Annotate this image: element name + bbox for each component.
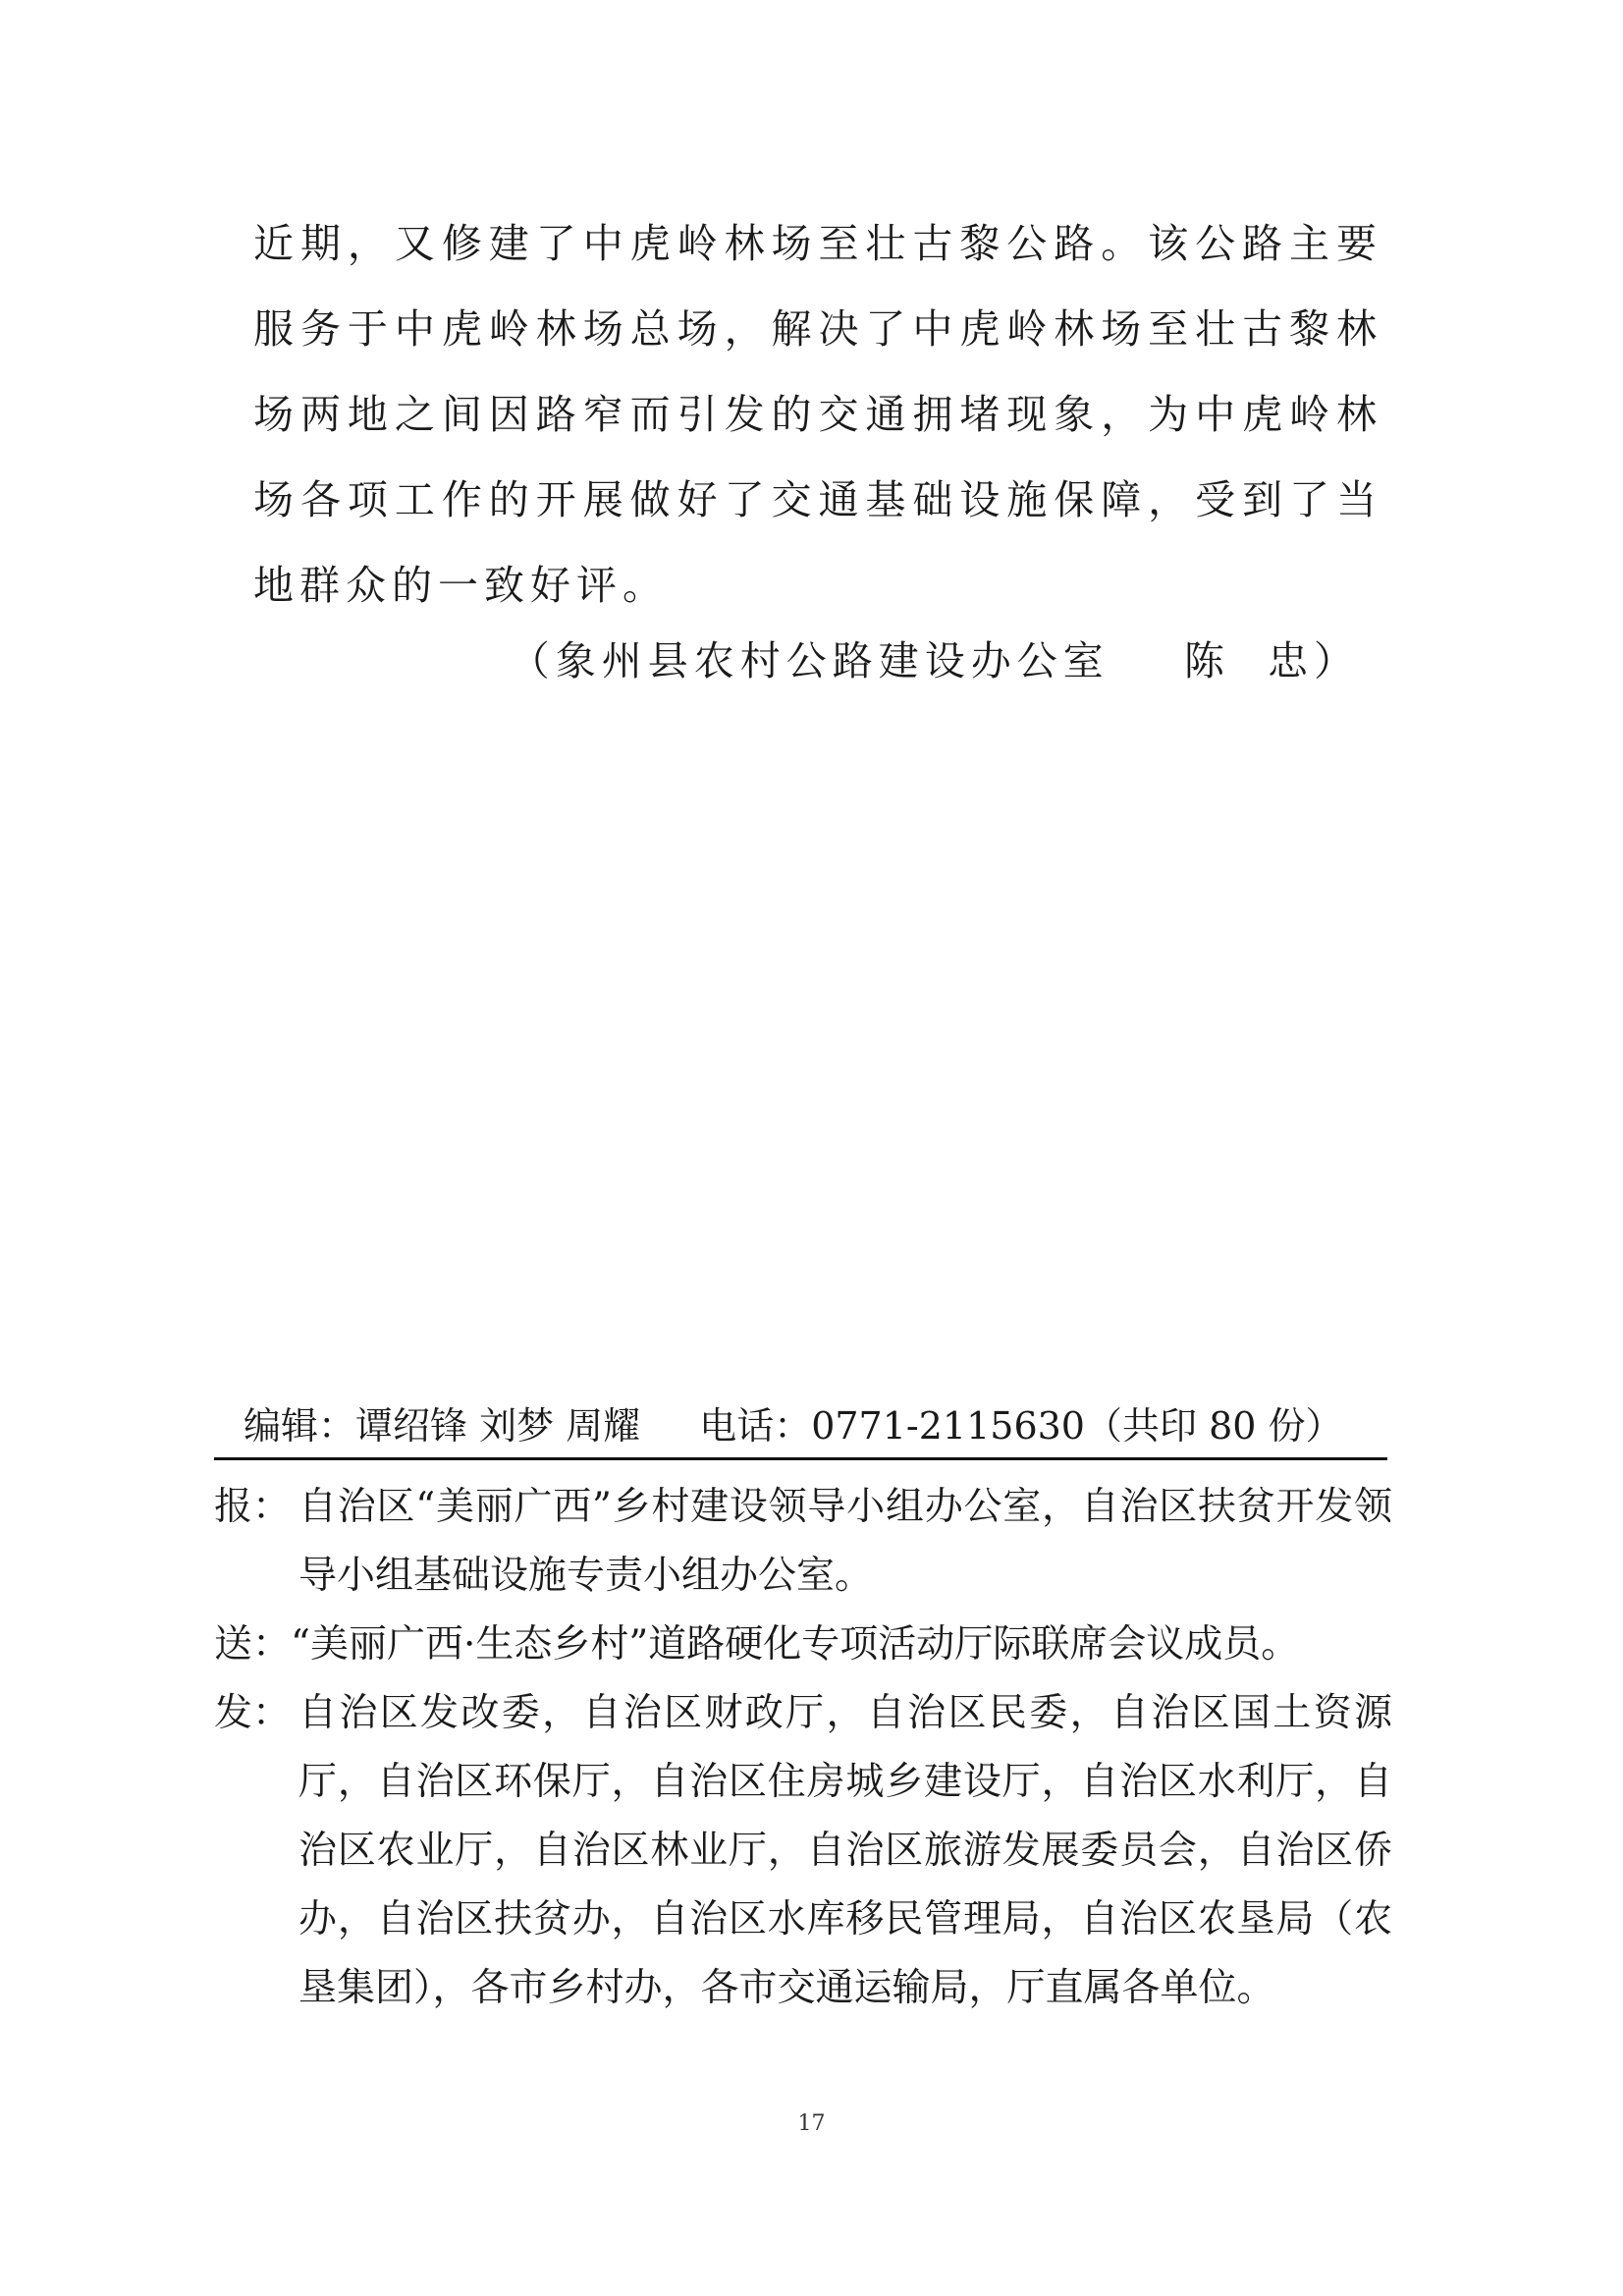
- report-to-label: 报：: [214, 1485, 292, 1529]
- send-to-label: 送：: [214, 1622, 292, 1667]
- editor-info-line: [214, 1394, 1387, 1460]
- editor-label: 编辑：: [243, 1404, 356, 1448]
- issue-to-label: 发：: [214, 1691, 292, 1735]
- article-byline: （象州县农村公路建设办公室 陈 忠）: [509, 637, 1360, 684]
- print-copies: （共印 80 份）: [1084, 1404, 1343, 1448]
- send-to-row: [214, 1611, 1392, 1679]
- report-to-row: [214, 1473, 1392, 1611]
- distribution-list: [214, 1473, 1392, 2023]
- report-to-recipients: 自治区“美丽广西”乡村建设领导小组办公室，自治区扶贫开发领导小组基础设施专责小组办公室。: [298, 1485, 1392, 1598]
- issue-to-row: [214, 1679, 1392, 2023]
- editor-phone: 电话：0771-2115630: [699, 1404, 1085, 1448]
- editor-names: 谭绍锋 刘梦 周耀: [355, 1404, 641, 1448]
- article-body: 近期，又修建了中虎岭林场至壮古黎公路。该公路主要服务于中虎岭林场总场，解决了中虎岭林场至壮古黎林场两地之间因路窄而引发的交通拥堵现象，为中虎岭林场各项工作的开展做好了交通基础设施保障，受到了当地群众的一致好评。: [253, 220, 1382, 609]
- send-to-recipients: “美丽广西·生态乡村”道路硬化专项活动厅际联席会议成员。: [291, 1622, 1300, 1667]
- page-number: 17: [797, 2111, 826, 2136]
- issue-to-recipients: 自治区发改委，自治区财政厅，自治区民委，自治区国土资源厅，自治区环保厅，自治区住房城乡建设厅，自治区水利厅，自治区农业厅，自治区林业厅，自治区旅游发展委员会，自治区侨办，自治区扶贫办，自治区水库移民管理局，自治区农垦局（农垦集团），各市乡村办，各市交通运输局，厅直属各单位。: [298, 1691, 1392, 2010]
